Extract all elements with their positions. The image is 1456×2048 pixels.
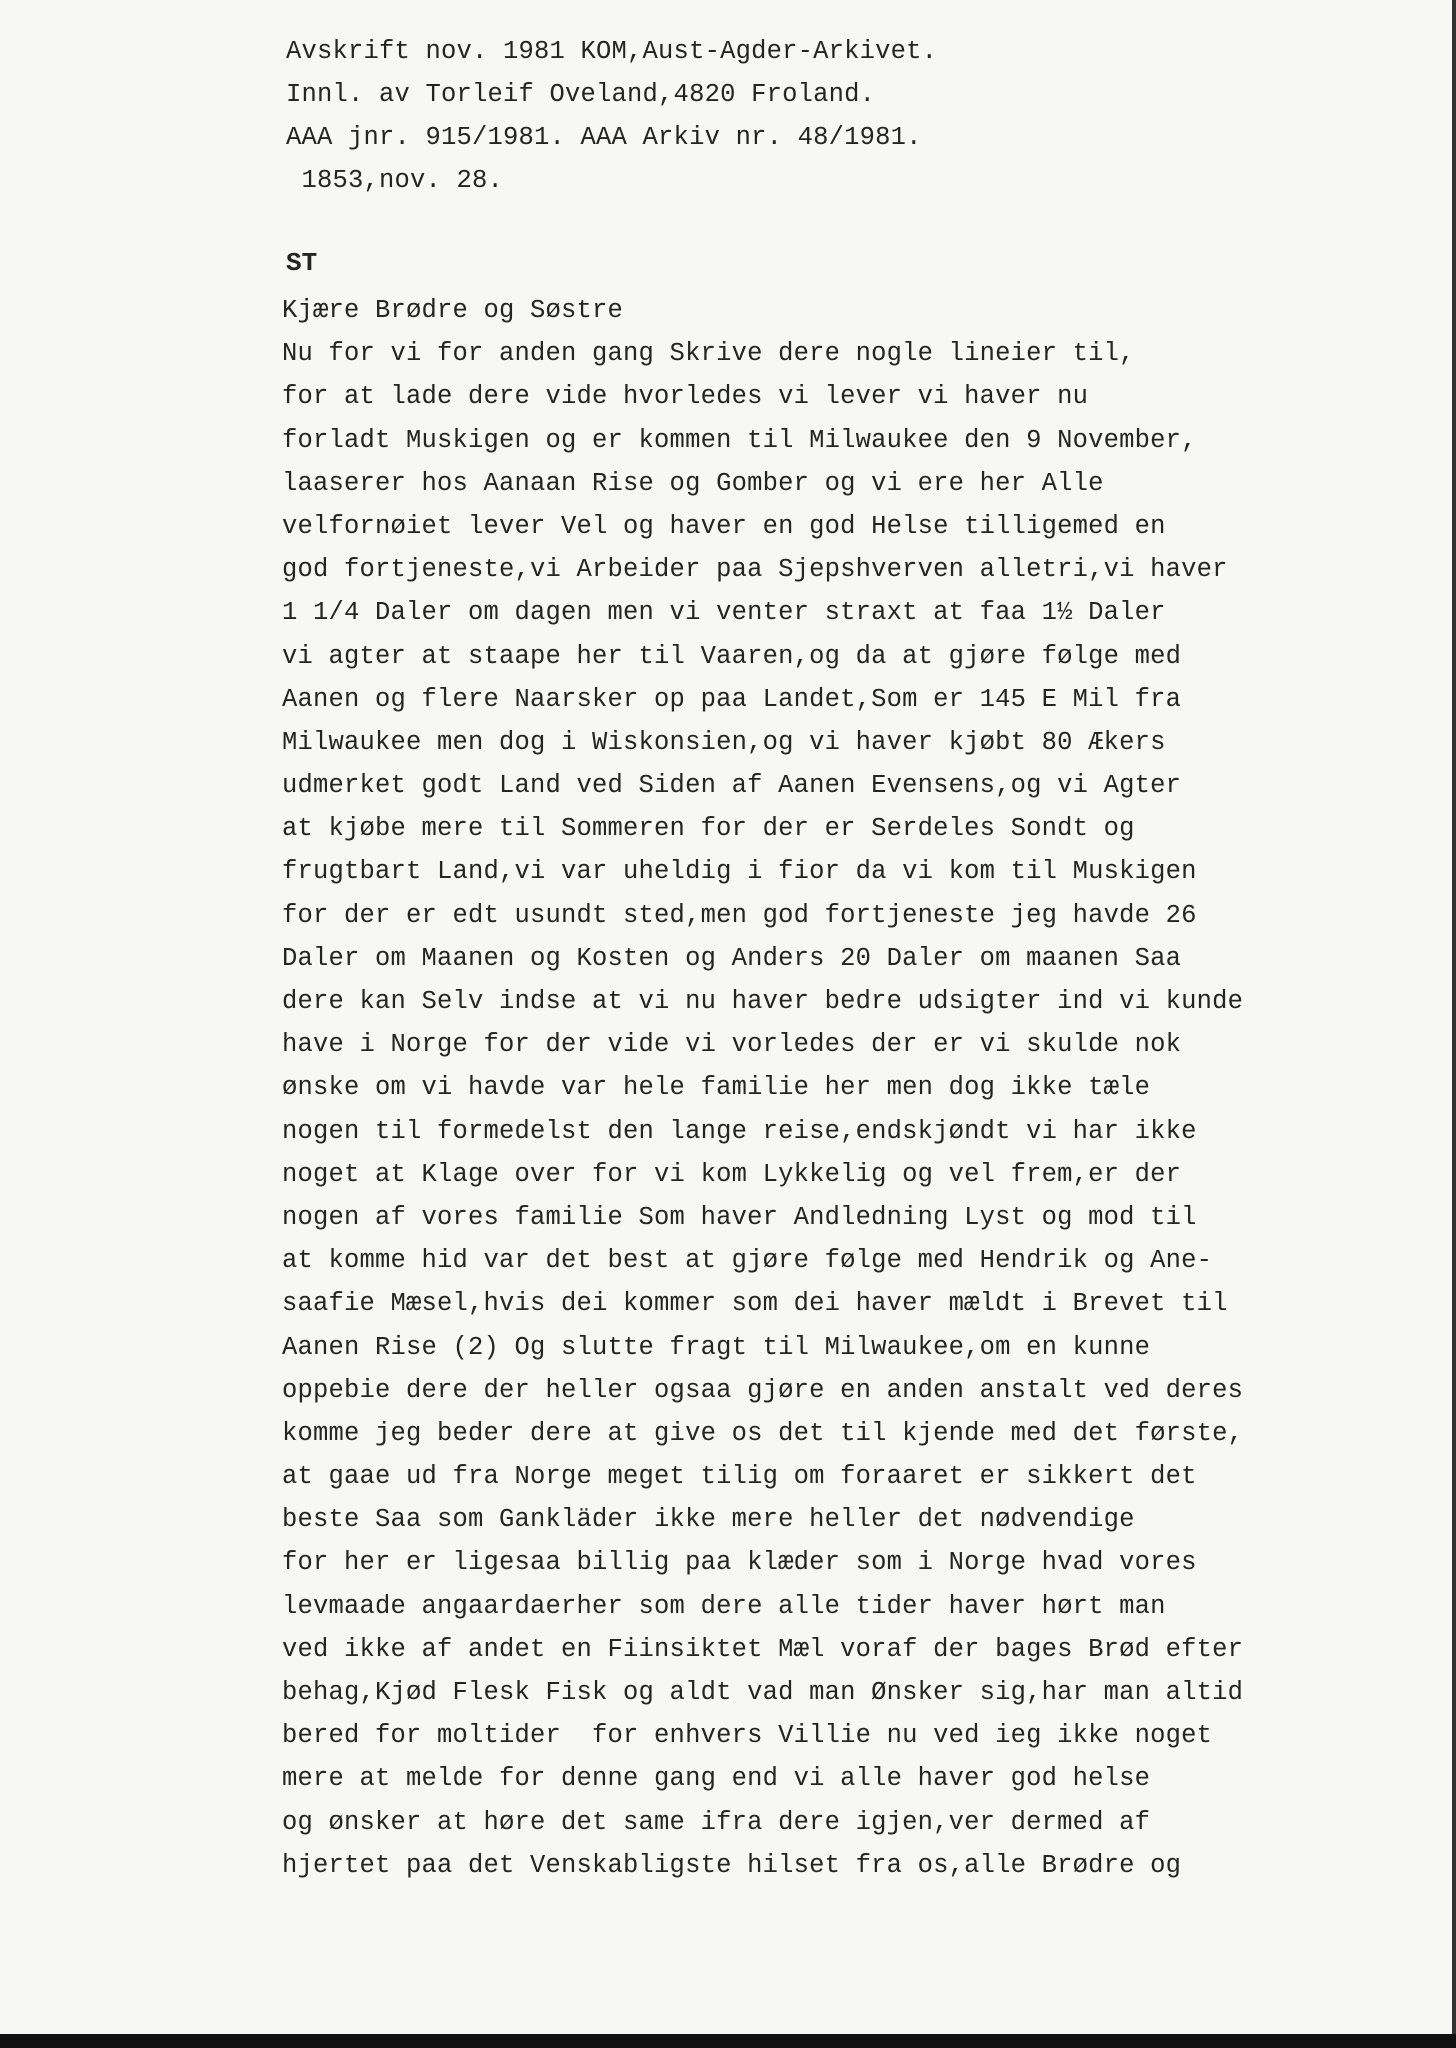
letter-line: dere kan Selv indse at vi nu haver bedre udsigter ind vi kunde (282, 987, 1244, 1016)
letter-line: for at lade dere vide hvorledes vi lever vi haver nu (282, 382, 1089, 412)
letter-line: at gaae ud fra Norge meget tilig om foraaret er sikkert det (282, 1462, 1197, 1492)
letter-line: behag,Kjød Flesk Fisk og aldt vad man Ønsker sig,har man altid (282, 1678, 1244, 1707)
letter-line: velfornøiet lever Vel og haver en god Helse tilligemed en (282, 511, 1166, 541)
scan-edge-bottom (0, 2034, 1456, 2048)
letter-line: frugtbart Land,vi var uheldig i fior da vi kom til Muskigen (282, 857, 1197, 887)
letter-line: udmerket godt Land ved Siden af Aanen Evensens,og vi Agter (282, 771, 1182, 801)
letter-line: hjertet paa det Venskabligste hilset fra os,alle Brødre og (282, 1850, 1182, 1880)
header-line-transcription: Avskrift nov. 1981 KOM,Aust-Agder-Arkivet. (286, 37, 938, 66)
letter-line: Daler om Maanen og Kosten og Anders 20 Daler om maanen Saa (282, 943, 1182, 973)
scan-edge-right (1452, 0, 1456, 2048)
letter-line: beste Saa som Gankläder ikke mere heller det nødvendige (282, 1505, 1135, 1535)
letter-line: mere at melde for denne gang end vi alle haver god helse (282, 1764, 1151, 1794)
letter-line: laaserer hos Aanaan Rise og Gomber og vi ere her Alle (282, 468, 1104, 498)
letter-line: for her er ligesaa billig paa klæder som i Norge hvad vores (282, 1548, 1197, 1578)
letter-line: Milwaukee men dog i Wiskonsien,og vi haver kjøbt 80 Ækers (282, 727, 1166, 757)
letter-line: Nu for vi for anden gang Skrive dere nogle lineier til, (282, 339, 1135, 369)
letter-line: 1 1/4 Daler om dagen men vi venter straxt at faa 1½ Daler (282, 598, 1166, 628)
letter-line: oppebie dere der heller ogsaa gjøre en anden anstalt ved deres (282, 1375, 1244, 1405)
letter-body (282, 289, 1452, 1887)
letter-line: for der er edt usundt sted,men god fortjeneste jeg havde 26 (282, 900, 1197, 930)
letter-line: nogen til formedelst den lange reise,endskjøndt vi har ikke (282, 1116, 1197, 1146)
header-line-letter-date: 1853,nov. 28. (286, 166, 504, 195)
letter-line: saafie Mæsel,hvis dei kommer som dei haver mældt i Brevet til (282, 1289, 1228, 1319)
letter-line: ved ikke af andet en Fiinsiktet Mæl voraf der bages Brød efter (282, 1634, 1244, 1664)
header-line-submitted-by: Innl. av Torleif Oveland,4820 Froland. (286, 80, 876, 109)
letter-line: Aanen Rise (2) Og slutte fragt til Milwaukee,om en kunne (282, 1332, 1151, 1362)
letter-line: bered for moltider for enhvers Villie nu ved ieg ikke noget (282, 1721, 1213, 1751)
letter-line: god fortjeneste,vi Arbeider paa Sjepshverven alletri,vi haver (282, 555, 1228, 585)
letter-line: noget at Klage over for vi kom Lykkelig og vel frem,er der (282, 1159, 1182, 1189)
letter-line: have i Norge for der vide vi vorledes der er vi skulde nok (282, 1030, 1182, 1060)
header-line-archive-numbers: AAA jnr. 915/1981. AAA Arkiv nr. 48/1981. (286, 123, 922, 152)
section-marker: ST (286, 248, 318, 278)
letter-line: vi agter at staape her til Vaaren,og da at gjøre følge med (282, 641, 1182, 671)
letter-line: levmaade angaardaerher som dere alle tider haver hørt man (282, 1591, 1166, 1621)
letter-line: og ønsker at høre det same ifra dere igjen,ver dermed af (282, 1807, 1151, 1837)
letter-line: nogen af vores familie Som haver Andledning Lyst og mod til (282, 1202, 1197, 1232)
letter-line: forladt Muskigen og er kommen til Milwaukee den 9 November, (282, 425, 1197, 455)
letter-line: at komme hid var det best at gjøre følge med Hendrik og Ane- (282, 1246, 1213, 1276)
letter-line: komme jeg beder dere at give os det til kjende med det første, (282, 1418, 1244, 1448)
archive-header (286, 30, 1406, 202)
letter-line: ønske om vi havde var hele familie her men dog ikke tæle (282, 1073, 1151, 1103)
letter-line: Aanen og flere Naarsker op paa Landet,Som er 145 E Mil fra (282, 684, 1182, 714)
letter-salutation: Kjære Brødre og Søstre (282, 296, 624, 325)
letter-line: at kjøbe mere til Sommeren for der er Serdeles Sondt og (282, 814, 1135, 844)
